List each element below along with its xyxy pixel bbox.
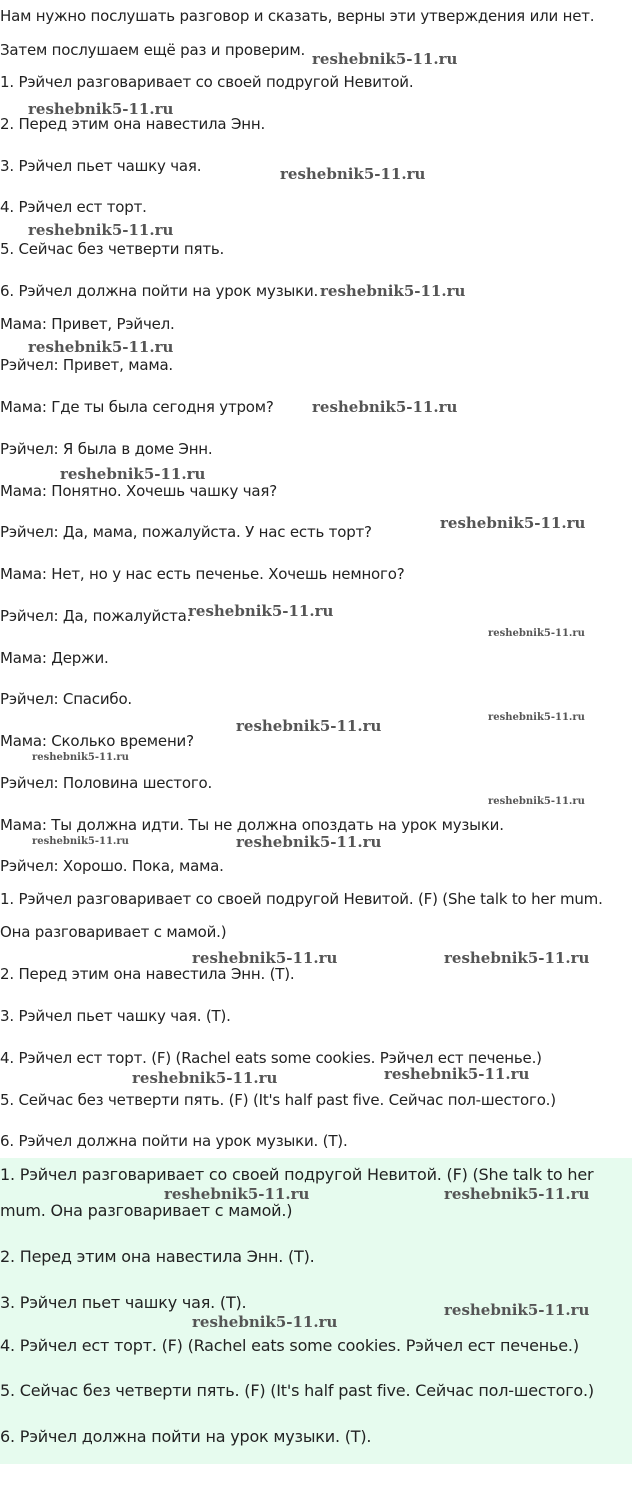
watermark: reshebnik5-11.ru: [32, 836, 129, 847]
watermark: reshebnik5-11.ru: [384, 1065, 530, 1083]
answer-box-line: mum. Она разговаривает с мамой.): [0, 1201, 293, 1220]
dialogue-line: Рэйчел: Да, мама, пожалуйста. У нас есть торт?: [0, 523, 372, 541]
statement: 6. Рэйчел должна пойти на урок музыки.: [0, 282, 319, 300]
watermark: reshebnik5-11.ru: [164, 1185, 310, 1203]
watermark: reshebnik5-11.ru: [192, 949, 338, 967]
watermark: reshebnik5-11.ru: [312, 50, 458, 68]
watermark: reshebnik5-11.ru: [28, 221, 174, 239]
watermark: reshebnik5-11.ru: [488, 712, 585, 723]
watermark: reshebnik5-11.ru: [444, 1301, 590, 1319]
answer-box-line: 1. Рэйчел разговаривает со своей подругой Невитой. (F) (She talk to her: [0, 1165, 594, 1184]
watermark: reshebnik5-11.ru: [488, 628, 585, 639]
answer-line: 1. Рэйчел разговаривает со своей подругой Невитой. (F) (She talk to her mum.: [0, 890, 603, 908]
dialogue-line: Мама: Где ты была сегодня утром?: [0, 398, 274, 416]
dialogue-line: Рэйчел: Я была в доме Энн.: [0, 440, 213, 458]
dialogue-line: Мама: Нет, но у нас есть печенье. Хочешь немного?: [0, 565, 405, 583]
watermark: reshebnik5-11.ru: [444, 949, 590, 967]
watermark: reshebnik5-11.ru: [192, 1313, 338, 1331]
dialogue-line: Рэйчел: Да, пожалуйста.: [0, 607, 192, 625]
dialogue-line: Мама: Держи.: [0, 649, 109, 667]
statement: 5. Сейчас без четверти пять.: [0, 240, 225, 258]
intro-line: Затем послушаем ещё раз и проверим.: [0, 41, 306, 59]
answer-box-line: 5. Сейчас без четверти пять. (F) (It's half past five. Сейчас пол-шестого.): [0, 1381, 594, 1400]
dialogue-line: Рэйчел: Спасибо.: [0, 690, 132, 708]
statement: 3. Рэйчел пьет чашку чая.: [0, 157, 202, 175]
statement: 4. Рэйчел ест торт.: [0, 198, 147, 216]
watermark: reshebnik5-11.ru: [440, 514, 586, 532]
answer-line: 4. Рэйчел ест торт. (F) (Rachel eats some cookies. Рэйчел ест печенье.): [0, 1049, 542, 1067]
dialogue-line: Мама: Сколько времени?: [0, 732, 194, 750]
dialogue-line: Мама: Привет, Рэйчел.: [0, 315, 175, 333]
answer-line: Она разговаривает с мамой.): [0, 923, 227, 941]
dialogue-line: Рэйчел: Хорошо. Пока, мама.: [0, 857, 224, 875]
dialogue-line: Рэйчел: Половина шестого.: [0, 774, 213, 792]
watermark: reshebnik5-11.ru: [28, 100, 174, 118]
statement: 1. Рэйчел разговаривает со своей подругой Невитой.: [0, 73, 414, 91]
answer-line: 5. Сейчас без четверти пять. (F) (It's half past five. Сейчас пол-шестого.): [0, 1091, 556, 1109]
intro-line: Нам нужно послушать разговор и сказать, верны эти утверждения или нет.: [0, 7, 595, 25]
watermark: reshebnik5-11.ru: [312, 398, 458, 416]
answer-box-line: 3. Рэйчел пьет чашку чая. (T).: [0, 1293, 247, 1312]
watermark: reshebnik5-11.ru: [488, 796, 585, 807]
watermark: reshebnik5-11.ru: [32, 752, 129, 763]
answer-box-line: 6. Рэйчел должна пойти на урок музыки. (T).: [0, 1427, 372, 1446]
dialogue-line: Рэйчел: Привет, мама.: [0, 356, 174, 374]
watermark: reshebnik5-11.ru: [132, 1069, 278, 1087]
watermark: reshebnik5-11.ru: [280, 165, 426, 183]
answer-line: 6. Рэйчел должна пойти на урок музыки. (T).: [0, 1132, 348, 1150]
watermark: reshebnik5-11.ru: [28, 338, 174, 356]
watermark: reshebnik5-11.ru: [236, 717, 382, 735]
watermark: reshebnik5-11.ru: [444, 1185, 590, 1203]
dialogue-line: Мама: Понятно. Хочешь чашку чая?: [0, 482, 278, 500]
answer-box-line: 4. Рэйчел ест торт. (F) (Rachel eats some cookies. Рэйчел ест печенье.): [0, 1336, 579, 1355]
dialogue-line: Мама: Ты должна идти. Ты не должна опоздать на урок музыки.: [0, 816, 504, 834]
watermark: reshebnik5-11.ru: [320, 282, 466, 300]
answer-line: 2. Перед этим она навестила Энн. (T).: [0, 965, 295, 983]
answer-line: 3. Рэйчел пьет чашку чая. (T).: [0, 1007, 231, 1025]
watermark: reshebnik5-11.ru: [236, 833, 382, 851]
watermark: reshebnik5-11.ru: [188, 602, 334, 620]
answer-box-line: 2. Перед этим она навестила Энн. (T).: [0, 1247, 315, 1266]
statement: 2. Перед этим она навестила Энн.: [0, 115, 266, 133]
watermark: reshebnik5-11.ru: [60, 465, 206, 483]
